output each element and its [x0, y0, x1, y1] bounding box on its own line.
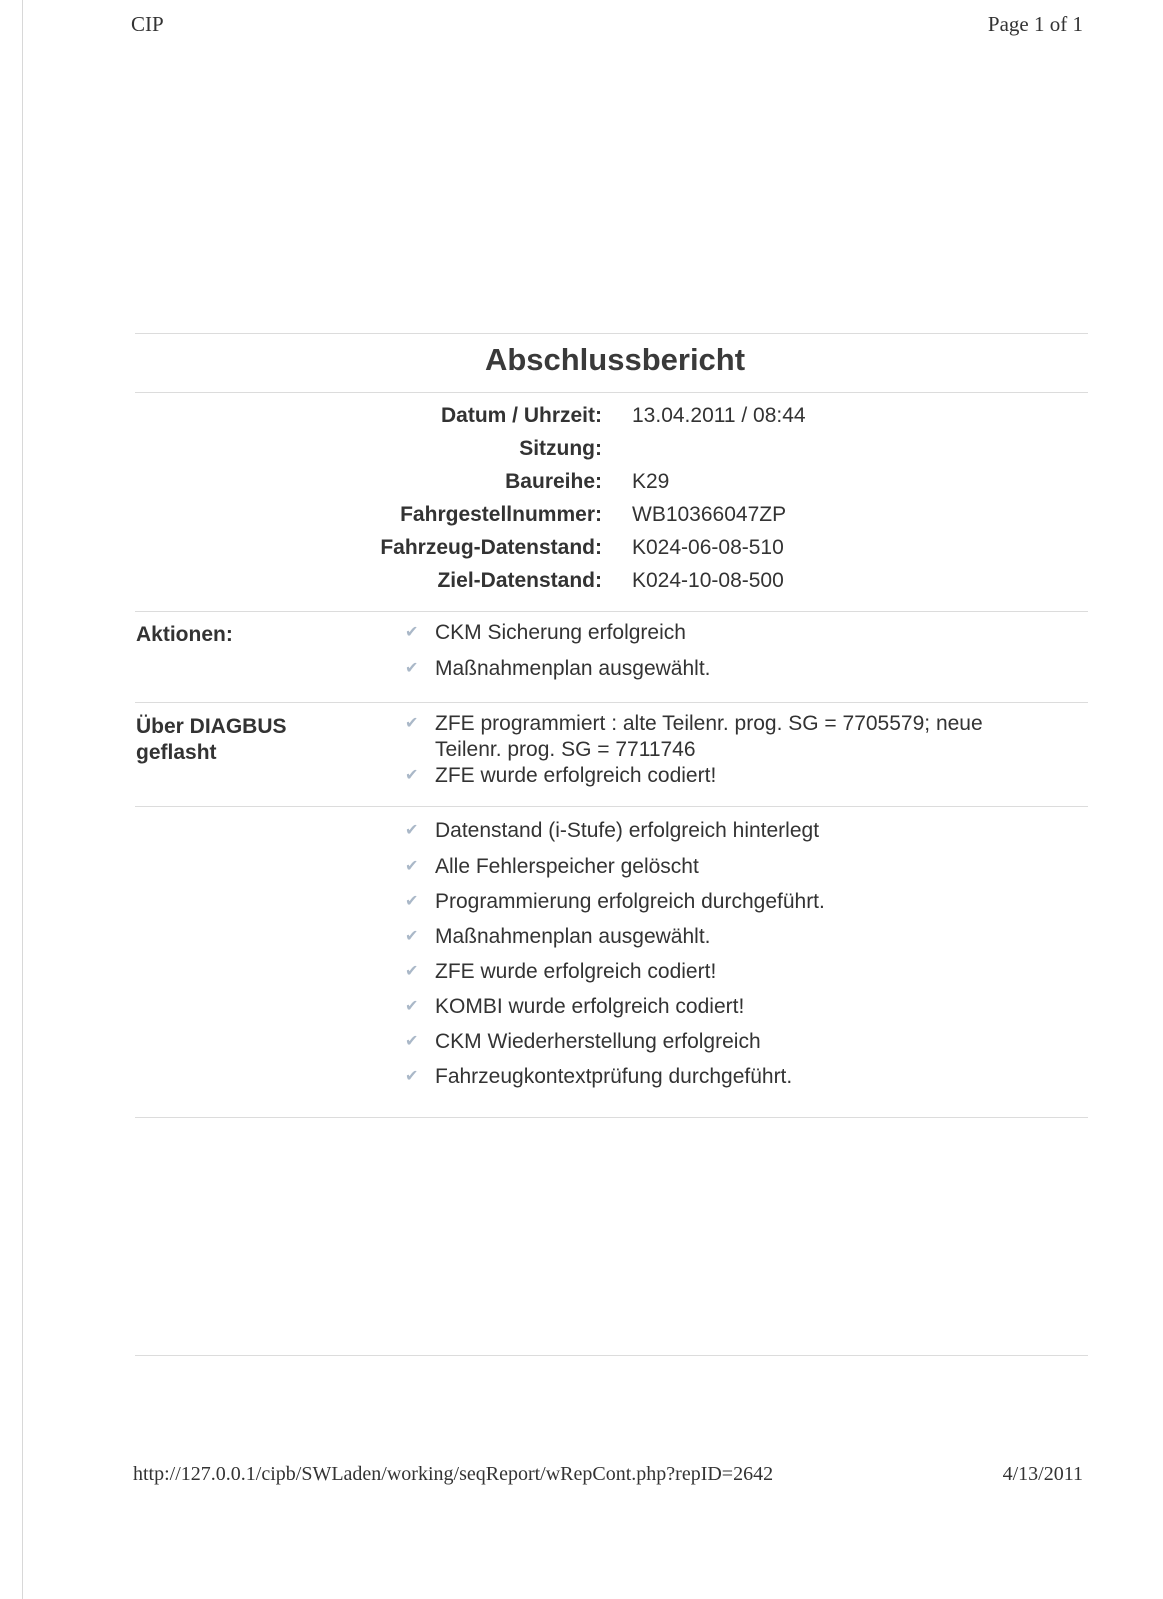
check-icon: ✔	[405, 963, 419, 980]
info-label-sitzung: Sitzung:	[519, 437, 602, 460]
check-icon: ✔	[405, 928, 419, 945]
divider	[135, 1117, 1088, 1118]
list-item: ✔ Fahrzeugkontextprüfung durchgeführt.	[405, 1065, 793, 1088]
check-icon: ✔	[405, 715, 419, 732]
check-icon: ✔	[405, 998, 419, 1015]
footer-url: http://127.0.0.1/cipb/SWLaden/working/seqReport/wRepCont.php?repID=2642	[133, 1463, 774, 1485]
footer-date: 4/13/2011	[1002, 1463, 1083, 1485]
page-title: Abschlussbericht	[484, 342, 746, 377]
divider	[135, 702, 1088, 703]
check-icon: ✔	[405, 1033, 419, 1050]
info-value-baureihe: K29	[632, 470, 670, 493]
list-item: ✔ ZFE wurde erfolgreich codiert!	[405, 960, 717, 983]
check-icon: ✔	[405, 624, 419, 641]
page-edge	[22, 0, 23, 1599]
divider	[135, 333, 1088, 334]
info-label-ziel-datenstand: Ziel-Datenstand:	[437, 569, 602, 592]
list-item: ✔ ZFE programmiert : alte Teilenr. prog. SG = 7705579; neue Teilenr. prog. SG = 7711746	[405, 712, 983, 761]
list-item: ✔ Maßnahmenplan ausgewählt.	[405, 925, 711, 948]
list-item: ✔ Datenstand (i-Stufe) erfolgreich hinterlegt	[405, 819, 820, 842]
check-icon: ✔	[405, 858, 419, 875]
list-item: ✔ Alle Fehlerspeicher gelöscht	[405, 855, 699, 878]
check-icon: ✔	[405, 660, 419, 677]
check-icon: ✔	[405, 767, 419, 784]
divider	[135, 1355, 1088, 1356]
info-label-datum: Datum / Uhrzeit:	[440, 404, 602, 427]
list-item: ✔ ZFE wurde erfolgreich codiert!	[405, 764, 717, 787]
info-value-fahrgestellnummer: WB10366047ZP	[632, 503, 787, 526]
list-item: ✔ Programmierung erfolgreich durchgeführt.	[405, 890, 825, 913]
info-label-baureihe: Baureihe:	[505, 470, 602, 493]
info-label-fahrgestellnummer: Fahrgestellnummer:	[400, 503, 602, 526]
info-label-fahrzeug-datenstand: Fahrzeug-Datenstand:	[380, 536, 602, 559]
list-item: ✔ Maßnahmenplan ausgewählt.	[405, 657, 711, 680]
info-value-fahrzeug-datenstand: K024-06-08-510	[632, 536, 784, 559]
divider	[135, 806, 1088, 807]
header-page-number: Page 1 of 1	[987, 12, 1083, 36]
check-icon: ✔	[405, 893, 419, 910]
list-item: ✔ CKM Sicherung erfolgreich	[405, 621, 686, 644]
divider	[135, 611, 1088, 612]
list-item: ✔ CKM Wiederherstellung erfolgreich	[405, 1030, 761, 1053]
check-icon: ✔	[405, 1068, 419, 1085]
info-value-ziel-datenstand: K024-10-08-500	[632, 569, 784, 592]
list-item: ✔ KOMBI wurde erfolgreich codiert!	[405, 995, 745, 1018]
header-app-name: CIP	[131, 12, 164, 36]
divider	[135, 392, 1088, 393]
info-value-datum: 13.04.2011 / 08:44	[632, 404, 806, 427]
section-label-diagbus: Über DIAGBUS geflasht	[136, 715, 287, 764]
check-icon: ✔	[405, 822, 419, 839]
section-label-aktionen: Aktionen:	[136, 623, 233, 646]
